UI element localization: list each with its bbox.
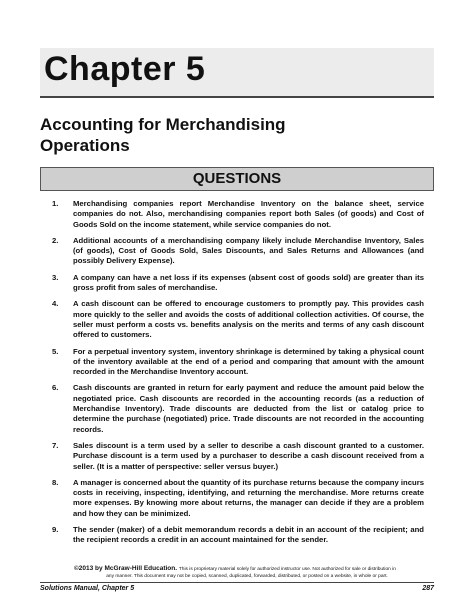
chapter-title-banner — [40, 48, 434, 98]
question-item — [52, 478, 424, 519]
question-number: 8. — [52, 477, 59, 487]
question-number: 9. — [52, 525, 59, 535]
footer-divider — [40, 582, 434, 583]
question-text: Merchandising companies report Merchandise Inventory on the balance sheet, service companies do not. Also, merchandising companies report both Sales (of goods) and Cost of Goods Sold on the income statement, while service companies do not. — [73, 199, 424, 229]
question-number: 7. — [52, 440, 59, 450]
question-text: Sales discount is a term used by a seller to describe a cash discount granted to a customer. Purchase discount is a term used by a purchaser to describe a cash discount received from a seller. (It is a matter of perspective: seller versus buyer.) — [73, 440, 424, 471]
question-item — [52, 347, 424, 378]
question-text: The sender (maker) of a debit memorandum records a debit in an account of the recipient; and the recipient records a credit in an account maintained for the sender. — [73, 525, 424, 545]
question-item — [52, 273, 424, 294]
question-text: Cash discounts are granted in return for early payment and reduce the amount paid below the negotiated price. Cash discounts are recorded in the accounting records (as a reduction of Merchandise Inventory). Trade discounts are deducted from the list or catalog price to determine the purchase (negotiated) price. Trade discounts are not recorded in the accounting records. — [73, 383, 424, 434]
chapter-title: Chapter 5 — [44, 50, 206, 88]
page-number: 287 — [422, 585, 434, 592]
question-item — [52, 299, 424, 340]
question-text: A company can have a net loss if its expenses (absent cost of goods sold) are greater than its gross profit from sales of merchandise. — [73, 272, 424, 293]
question-text: Additional accounts of a merchandising company likely include Merchandise Inventory, Sales (of goods), Cost of Goods Sold, Sales Discounts, and Sales Returns and Allowances (and possibly Delivery Expense). — [73, 235, 424, 266]
question-text: A cash discount can be offered to encourage customers to promptly pay. This provides cash more quickly to the seller and avoids the costs of additional collection activities. Of course, the seller must perform a costs vs. benefits analysis on the merits and terms of any cash discount offered to customers. — [73, 299, 424, 340]
question-number: 4. — [52, 299, 59, 309]
copyright-line-2: any manner. This document may not be copied, scanned, duplicated, forwarded, distributed, or posted on a website, in whole or part. — [106, 574, 388, 579]
subtitle-line-2: Operations — [40, 136, 130, 155]
copyright-line-1 — [74, 565, 420, 574]
copyright-notice — [74, 565, 420, 580]
question-number: 6. — [52, 383, 59, 393]
questions-label: QUESTIONS — [192, 170, 282, 187]
chapter-subtitle — [40, 114, 286, 156]
question-text: For a perpetual inventory system, inventory shrinkage is determined by taking a physical count of the inventory available at the end of a period and comparing that amount with the amount recorded in the Merchandise Inventory account. — [73, 346, 424, 377]
question-item — [52, 199, 424, 230]
question-item — [52, 383, 424, 434]
question-number: 3. — [52, 272, 59, 282]
question-item — [52, 441, 424, 472]
question-text: A manager is concerned about the quantity of its purchase returns because the company incurs costs in receiving, inspecting, identifying, and returning the merchandise. More returns create more expenses. By knowing more about returns, the manager can decide if they are a problem and how they can be minimized. — [73, 477, 424, 518]
copyright-text: ©2013 by McGraw-Hill Education. — [74, 565, 178, 572]
questions-section-header — [40, 167, 434, 191]
question-number: 5. — [52, 346, 59, 356]
subtitle-line-1: Accounting for Merchandising — [40, 115, 286, 134]
copyright-disclaimer: This is proprietary material solely for authorized instructor use. Not authorized for sale or distribution in — [178, 567, 396, 572]
question-number: 2. — [52, 235, 59, 245]
questions-list — [52, 199, 424, 552]
footer-book-title: Solutions Manual, Chapter 5 — [40, 585, 135, 592]
question-number: 1. — [52, 199, 59, 208]
question-item — [52, 525, 424, 546]
question-item — [52, 236, 424, 267]
